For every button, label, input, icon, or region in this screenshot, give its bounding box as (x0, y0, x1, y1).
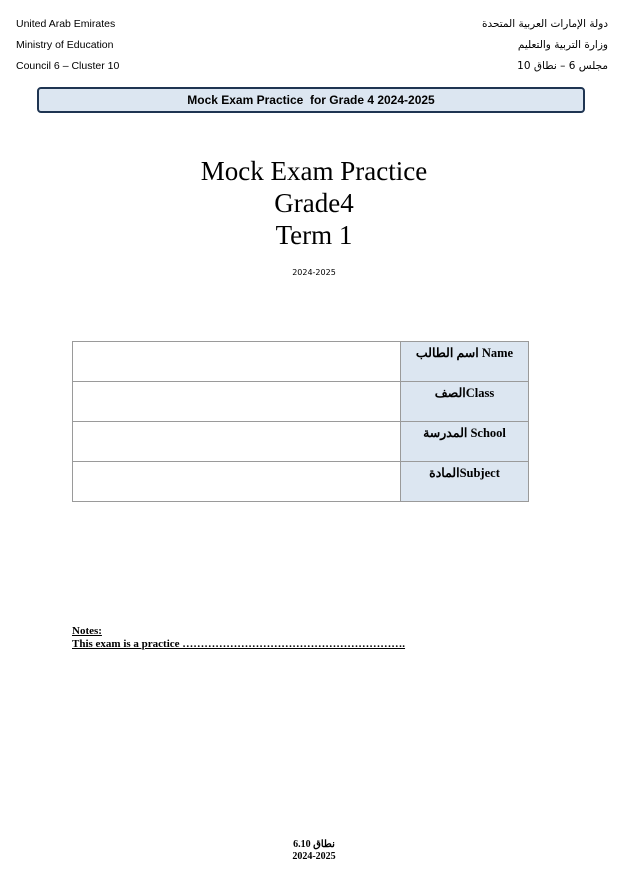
page-footer (0, 839, 628, 863)
subject-field[interactable] (73, 462, 401, 502)
name-field[interactable] (73, 342, 401, 382)
table-row (73, 382, 529, 422)
class-field[interactable] (73, 382, 401, 422)
school-field[interactable] (73, 422, 401, 462)
name-label: اسم الطالب Name (401, 342, 529, 382)
header-english (16, 14, 119, 77)
header-country: United Arab Emirates (16, 18, 116, 30)
term-title: Term 1 (275, 220, 353, 250)
school-label: المدرسة School (401, 422, 529, 462)
table-row (73, 462, 529, 502)
table-row (73, 422, 529, 462)
header-ministry: Ministry of Education (16, 39, 114, 51)
class-label: الصفClass (401, 382, 529, 422)
footer-year: 2024-2025 (292, 851, 336, 862)
header-council: Council 6 – Cluster 10 (16, 60, 120, 72)
notes-text: This exam is a practice ……………………………………………………. (72, 638, 406, 650)
footer-cluster: نطاق 6.10 (293, 839, 335, 850)
page-title: Mock Exam Practice (200, 156, 428, 186)
header-council-ar: مجلس 6 – نطاق 10 (517, 60, 608, 72)
header-country-ar: دولة الإمارات العربية المتحدة (481, 18, 608, 30)
notes-section (72, 625, 405, 651)
grade-title: Grade4 (274, 188, 354, 218)
exam-banner: Mock Exam Practice for Grade 4 2024-2025 (37, 87, 585, 113)
notes-heading: Notes: (72, 625, 102, 637)
header-ministry-ar: وزارة التربية والتعليم (517, 39, 608, 51)
subject-label: المادةSubject (401, 462, 529, 502)
table-row (73, 342, 529, 382)
student-info-table (72, 341, 529, 502)
academic-year: 2024-2025 (292, 268, 336, 277)
header-arabic (482, 14, 608, 77)
